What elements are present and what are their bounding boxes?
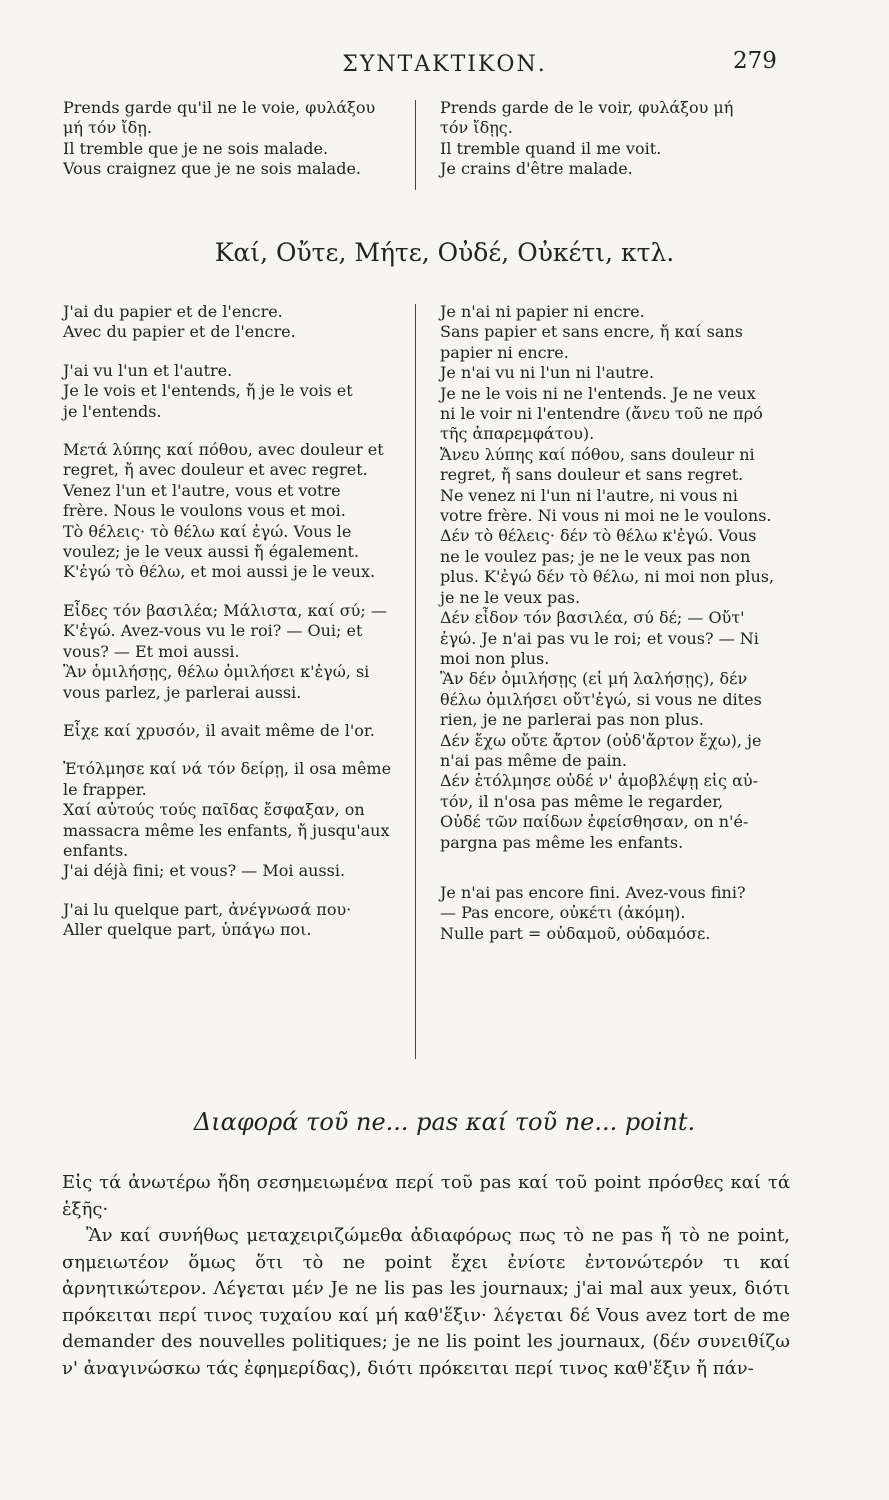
text-line: ἐγώ. Je n'ai pas vu le roi; et vous? — Ni	[440, 628, 759, 648]
text-line: Il tremble quand il me voit.	[440, 138, 662, 158]
text-line: Εἶχε καί χρυσόν, il avait même de l'or.	[63, 720, 375, 740]
text-line: enfants.	[63, 840, 129, 860]
text-line: Prends garde de le voir, φυλάξου μή	[440, 98, 734, 117]
text-line: Τὸ θέλεις· τὸ θέλω καί ἐγώ. Vous le	[63, 521, 352, 541]
text-line: Je le vois et l'entends, ἤ je le vois et	[63, 381, 353, 401]
text-line: je ne le veux pas.	[440, 587, 581, 607]
text-line: vous? — Et moi aussi.	[63, 641, 240, 661]
text-line: moi non plus.	[440, 648, 550, 668]
text-line: Εἶδες τόν βασιλέα; Μάλιστα, καί σύ; —	[63, 600, 387, 620]
text-line: regret, ἤ avec douleur et avec regret.	[63, 460, 368, 480]
text-line: frère. Nous le voulons vous et moi.	[63, 501, 346, 521]
text-line: plus. Κ'ἐγώ δέν τὸ θέλω, ni moi non plus,	[440, 567, 775, 587]
text-line: Δέν τὸ θέλεις· δέν τὸ θέλω κ'ἐγώ. Vous	[440, 526, 757, 546]
section-title-ne-pas-point: Διαφορά τοῦ ne... pas καί τοῦ ne... point.	[193, 1108, 696, 1136]
running-header-title: ΣΥΝΤΑΚΤΙΚΟΝ.	[342, 52, 547, 77]
text-line: τῆς ἀπαρεμφάτου).	[440, 424, 595, 444]
text-line: Je n'ai ni papier ni encre.	[440, 302, 645, 321]
page-number: 279	[733, 48, 777, 74]
top-left-column	[63, 98, 406, 180]
text-line: θέλω ὁμιλήσει οὔτ'ἐγώ, si vous ne dites	[440, 689, 762, 709]
text-line: Ἐτόλμησε καί νά τόν δείρῃ, il osa même	[63, 759, 392, 779]
text-line: rien, je ne parlerai pas non plus.	[440, 710, 704, 730]
text-line: τόν, il n'osa pas même le regarder,	[440, 791, 724, 811]
column-divider	[415, 100, 416, 190]
section-title-negations: Καί, Οὔτε, Μήτε, Οὐδέ, Οὐκέτι, κτλ.	[214, 238, 675, 267]
column-divider	[415, 304, 416, 1059]
text-line: Prends garde qu'il ne le voie, φυλάξου	[63, 98, 376, 117]
text-line: Μετά λύπης καί πόθου, avec douleur et	[63, 440, 384, 460]
text-line: Ἂν ὁμιλήσῃς, θέλω ὁμιλήσει κ'ἐγώ, si	[63, 662, 370, 682]
text-line: Vous craignez que je ne sois malade.	[63, 159, 362, 179]
text-line: Δέν ἐτόλμησε οὐδέ ν' ἀμοβλέψῃ εἰς αὐ-	[440, 771, 759, 791]
text-line: Κ'ἐγώ. Avez-vous vu le roi? — Oui; et	[63, 621, 363, 641]
text-line: pargna pas même les enfants.	[440, 832, 684, 852]
text-line: Sans papier et sans encre, ἤ καί sans	[440, 322, 743, 342]
top-right-column	[440, 98, 785, 180]
text-line: Κ'ἐγώ τὸ θέλω, et moi aussi je le veux.	[63, 562, 376, 582]
text-line: massacra même les enfants, ἤ jusqu'aux	[63, 820, 390, 840]
text-line: n'ai pas même de pain.	[440, 750, 627, 770]
text-line: Venez l'un et l'autre, vous et votre	[63, 480, 341, 500]
text-line: Οὐδέ τῶν παίδων ἐφείσθησαν, on n'é-	[440, 812, 749, 832]
text-line: je l'entends.	[63, 401, 162, 421]
text-line: Je ne le vois ni ne l'entends. Je ne veux	[440, 383, 756, 403]
text-line: Aller quelque part, ὑπάγω ποι.	[63, 920, 312, 940]
text-line: J'ai déjà fini; et vous? — Moi aussi.	[63, 861, 346, 881]
text-line: vous parlez, je parlerai aussi.	[63, 682, 302, 702]
text-line: Δέν ἔχω οὔτε ἄρτον (οὐδ'ἄρτον ἔχω), je	[440, 730, 762, 750]
text-line: voulez; je le veux aussi ἤ également.	[63, 542, 360, 562]
text-line: τόν ἴδῃς.	[440, 118, 513, 138]
text-line: Nulle part = οὐδαμοῦ, οὐδαμόσε.	[440, 923, 711, 943]
text-line: J'ai du papier et de l'encre.	[63, 302, 283, 321]
text-line: Ἂν δέν ὁμιλήσῃς (εἰ μή λαλήσῃς), δέν	[440, 669, 748, 689]
text-line: ni le voir ni l'entendre (ἄνευ τοῦ ne πρό	[440, 404, 763, 424]
text-line: Ἄνευ λύπης καί πόθου, sans douleur ni	[440, 444, 755, 464]
text-line: Je n'ai vu ni l'un ni l'autre.	[440, 363, 655, 383]
body-text	[62, 1170, 790, 1382]
paragraph: Ἂν καί συνήθως μεταχειριζώμεθα ἀδιαφόρως πως τὸ ne pas ἤ τὸ ne point, σημειωτέον ὅμως ὅτι τὸ ne point ἔχει ἐνίοτε ἐντονώτερόν τι καί ἀρνητικώτερον. Λέγεται μέν Je ne lis pas les journaux; j'ai mal aux yeux, διότι πρόκειται περί τινος τυχαίου καί μή καθ'ἕξιν· λέγεται δέ Vous avez tort de me demander des nouvelles politiques; je ne lis point les journaux, (δέν συνειθίζω ν' ἀναγινώσκω τάς ἐφημερίδας), διότι πρόκειται περί τινος καθ'ἕξιν ἤ πάν-	[62, 1225, 790, 1379]
text-line: Avec du papier et de l'encre.	[63, 322, 296, 342]
text-line: Δέν εἶδον τόν βασιλέα, σύ δέ; — Οὔτ'	[440, 608, 745, 628]
text-line: Il tremble que je ne sois malade.	[63, 138, 329, 158]
text-line: papier ni encre.	[440, 342, 569, 362]
main-right-column	[440, 302, 785, 944]
text-line: Χαί αὐτούς τούς παῖδας ἔσφαξαν, on	[63, 800, 365, 820]
text-line: Je crains d'être malade.	[440, 159, 633, 179]
text-line: le frapper.	[63, 779, 147, 799]
text-line: ne le voulez pas; je ne le veux pas non	[440, 546, 751, 566]
main-left-column	[63, 302, 406, 941]
paragraph: Εἰς τά ἀνωτέρω ἤδη σεσημειωμένα περί τοῦ pas καί τοῦ point πρόσθες καί τά ἑξῆς·	[62, 1172, 790, 1220]
text-line: votre frère. Ni vous ni moi ne le voulons.	[440, 506, 772, 526]
text-line: Ne venez ni l'un ni l'autre, ni vous ni	[440, 485, 738, 505]
text-line: J'ai lu quelque part, ἀνέγνωσά που·	[63, 899, 352, 919]
text-line: J'ai vu l'un et l'autre.	[63, 360, 233, 380]
text-line: regret, ἤ sans douleur et sans regret.	[440, 465, 744, 485]
text-line: — Pas encore, οὐκέτι (ἀκόμη).	[440, 903, 686, 923]
text-line: Je n'ai pas encore fini. Avez-vous fini?	[440, 882, 746, 902]
text-line: μή τόν ἴδῃ.	[63, 118, 152, 138]
